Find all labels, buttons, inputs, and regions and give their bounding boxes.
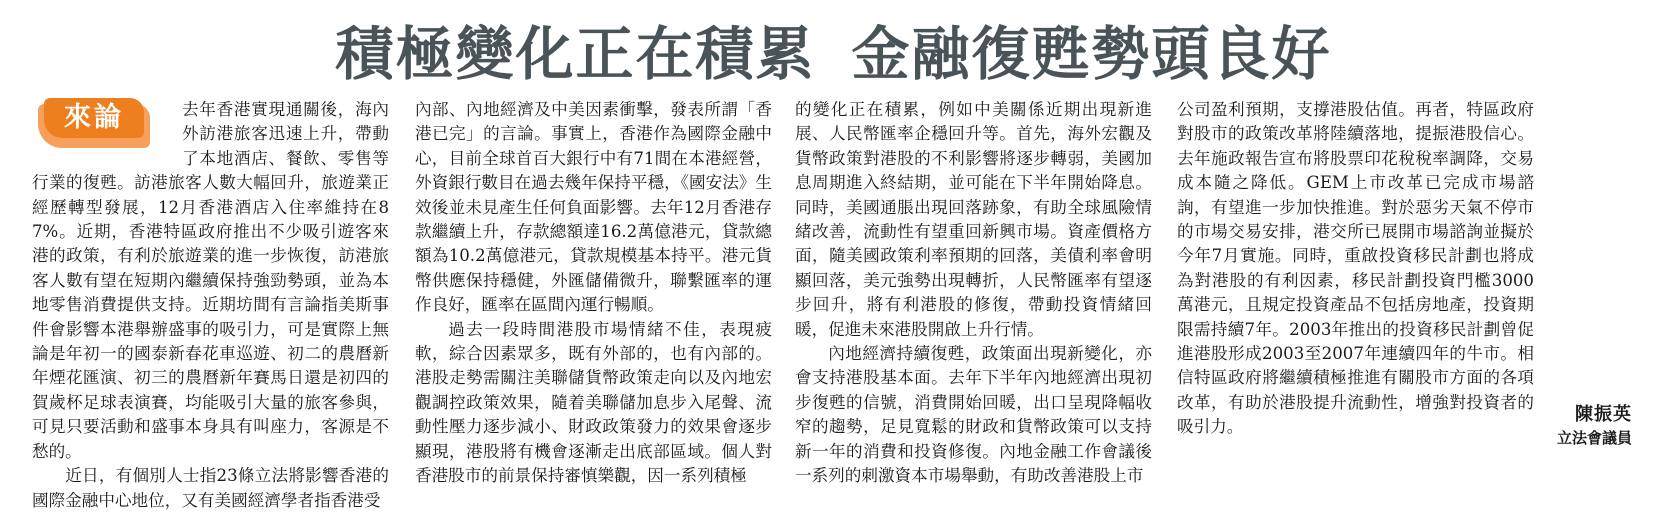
paragraph: 過去一段時間港股市場情緒不佳，表現疲軟，綜合因素眾多，既有外部的，也有內部的。港股走勢需關注美聯儲貨幣政策走向以及內地宏觀調控政策效果，隨着美聯儲加息步入尾聲、流動性壓力逐步減小、財政政策發力的效果會逐步顯現，港股將有機會逐漸走出底部區域。個人對香港股市的前景保持審慎樂觀，因一系列積極 <box>415 319 772 486</box>
paragraph: 的變化正在積累，例如中美關係近期出現新進展、人民幣匯率企穩回升等。首先，海外宏觀及貨幣政策對港股的不利影響將逐步轉弱，美國加息周期進入終結期，並可能在下半年開始降息。同時，美國通脹出現回落跡象，有助全球風險情緒改善，流動性有望重回新興市場。資產價格方面，隨美國政策利率預期的回落，美債利率會明顯回落，美元強勢出現轉折，人民幣匯率有望逐步回升，將有利港股的修復，帶動投資情緒回暖，促進未來港股開啟上升行情。 <box>795 100 1152 339</box>
article-column-3 <box>795 98 1152 486</box>
article-headline <box>0 18 1667 90</box>
article-column-1 <box>32 98 389 510</box>
section-tag-label: 來論 <box>44 98 144 138</box>
author-byline <box>1557 403 1632 449</box>
paragraph: 內地經濟持續復甦，政策面出現新變化，亦會支持港股基本面。去年下半年內地經濟出現初步復甦的信號，消費開始回暖，出口呈現降幅收窄的趨勢，足見寬鬆的財政和貨幣政策可以支持新一年的消費和投資修復。內地金融工作會議後一系列的刺激資本市場舉動，有助改善港股上市 <box>795 344 1152 486</box>
article-column-4 <box>1177 98 1534 437</box>
paragraph: 內部、內地經濟及中美因素衝擊，發表所謂「香港已完」的言論。事實上，香港作為國際金融中心，目前全球首百大銀行中有71間在本港經營，外資銀行數目在過去幾年保持平穩，《國安法》生效後並未見產生任何負面影響。去年12月香港存款繼續上升，存款總額達16.2萬億港元，貸款總額為10.2萬億港元，貸款規模基本持平。港元貨幣供應保持穩健，外匯儲備微升，聯繫匯率的運作良好，匯率在區間內運行暢順。 <box>415 100 772 315</box>
author-name: 陳振英 <box>1575 404 1632 425</box>
paragraph: 公司盈利預期，支撐港股估值。再者，特區政府對股市的政策改革將陸續落地，提振港股信心。去年施政報告宣布將股票印花稅稅率調降，交易成本隨之降低。GEM上市改革已完成市場諮詢，有望進一步加快推進。對於惡劣天氣不停市的市場交易安排，港交所已展開市場諮詢並擬於今年7月實施。同時，重啟投資移民計劃也將成為對港股的有利因素，移民計劃投資門檻3000萬港元，且規定投資產品不包括房地產，投資期限需持續7年。2003年推出的投資移民計劃曾促進港股形成2003至2007年連續四年的牛市。相信特區政府將繼續積極推進有關股市方面的各項改革，有助於港股提升流動性，增強對投資者的吸引力。 <box>1177 100 1534 437</box>
headline-part-2: 金融復甦勢頭良好 <box>851 20 1332 88</box>
headline-part-1: 積極變化正在積累 <box>335 20 816 88</box>
article-column-2 <box>415 98 772 486</box>
section-tag-badge <box>38 98 150 148</box>
paragraph: 近日，有個別人士指23條立法將影響香港的國際金融中心地位，又有美國經濟學者指香港受 <box>32 466 389 510</box>
author-title: 立法會議員 <box>1556 429 1632 447</box>
paragraph: 去年香港實現通關後，海內外訪港旅客迅速上升，帶動了本地酒店、餐飲、零售等行業的復甦。訪港旅客人數大幅回升，旅遊業正經歷轉型發展，12月香港酒店入住率維持在87%。近期，香港特區政府推出不少吸引遊客來港的政策，有利於旅遊業的進一步恢復，訪港旅客人數有望在短期內繼續保持強勁勢頭，並為本地零售消費提供支持。近期坊間有言論指美斯事件會影響本港舉辦盛事的吸引力，可是實際上無論是年初一的國泰新春花車巡遊、初二的農曆新年煙花匯演、初三的農曆新年賽馬日還是初四的賀歲杯足球表演賽，均能吸引大量的旅客參與，可見只要活動和盛事本身具有叫座力，客源是不愁的。 <box>32 100 389 461</box>
